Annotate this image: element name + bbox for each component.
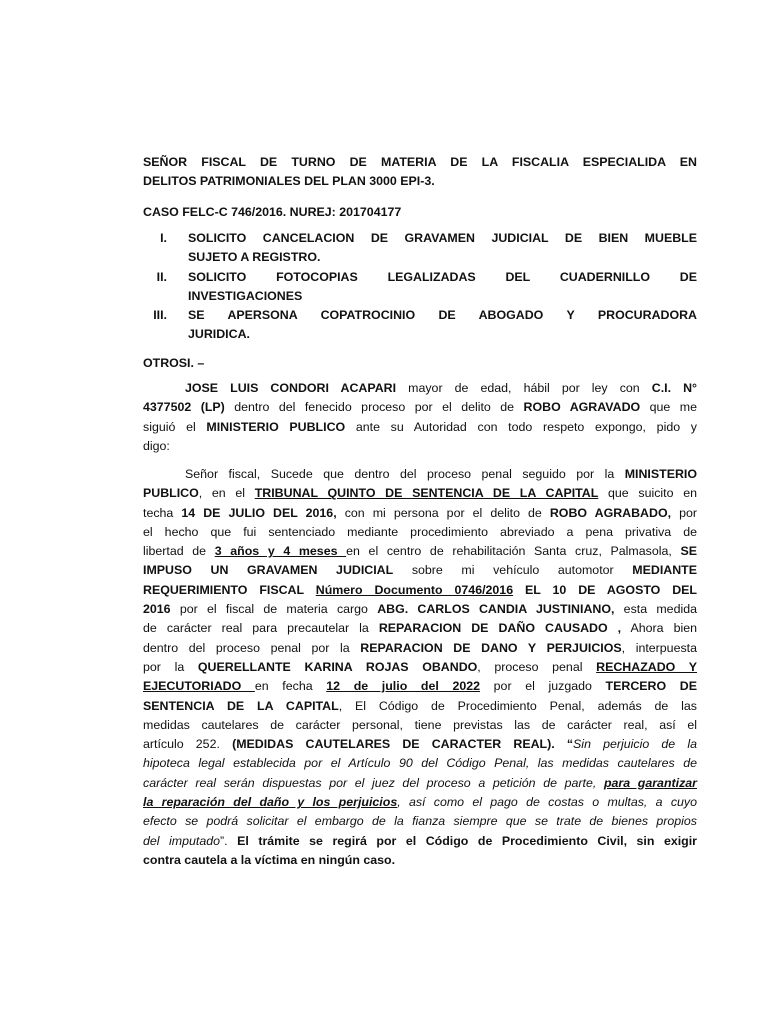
case-reference: CASO FELC-C 746/2016. NUREJ: 201704177 (143, 205, 402, 219)
list-item: I. SOLICITO CANCELACION DE GRAVAMEN JUDICIAL DE BIEN MUEBLE SUJETO A REGISTRO. (143, 229, 697, 268)
paragraph-introduction: JOSE LUIS CONDORI ACAPARI mayor de edad, hábil por ley con C.I. N° 4377502 (LP) dentro del fenecido proceso por el delito de ROBO AGRAVADO que me siguió el MINISTERIO PUBLICO ante su Autoridad con todo respeto expongo, pido y digo: (143, 381, 697, 453)
list-item: III. SE APERSONA COPATROCINIO DE ABOGADO Y PROCURADORA JURIDICA. (143, 306, 697, 345)
request-list (143, 229, 697, 345)
paragraph-facts: Señor fiscal, Sucede que dentro del proceso penal seguido por la MINISTERIO PUBLICO, en el TRIBUNAL QUINTO DE SENTENCIA DE LA CAPITAL que suicito en techa 14 DE JULIO DEL 2016, con mi persona por el delito de ROBO AGRABADO, por el hecho que fui sentenciado mediante procedimiento abreviado a pena privativa de libertad de 3 años y 4 meses en el centro de rehabilitación Santa cruz, Palmasola, SE IMPUSO UN GRAVAMEN JUDICIAL sobre mi vehículo automotor MEDIANTE REQUERIMIENTO FISCAL Número Documento 0746/2016 EL 10 DE AGOSTO DEL 2016 por el fiscal de materia cargo ABG. CARLOS CANDIA JUSTINIANO, esta medida de carácter real para precautelar la REPARACION DE DAÑO CAUSADO , Ahora bien dentro del proceso penal por la REPARACION DE DANO Y PERJUICIOS, interpuesta por la QUERELLANTE KARINA ROJAS OBANDO, proceso penal RECHAZADO Y EJECUTORIADO en fecha 12 de julio del 2022 por el juzgado TERCERO DE SENTENCIA DE LA CAPITAL, El Código de Procedimiento Penal, además de las medidas cautelares de carácter personal, tiene previstas las de carácter real, así el artículo 252. (MEDIDAS CAUTELARES DE CARACTER REAL). “Sin perjuicio de la hipoteca legal establecida por el Artículo 90 del Código Penal, las medidas cautelares de carácter real serán dispuestas por el juez del proceso a petición de parte, para garantizar la reparación del daño y los perjuicios, así como el pago de costas o multas, a cuyo efecto se podrá solicitar el embargo de la fianza siempre que se trate de bienes propios del imputado”. El trámite se regirá por el Código de Procedimiento Civil, sin exigir contra cautela a la víctima en ningún caso. (143, 467, 698, 867)
addressee-header (143, 153, 697, 192)
item-number: II. (156, 269, 167, 284)
header-line-2: DELITOS PATRIMONIALES DEL PLAN 3000 EPI-3. (143, 174, 435, 189)
list-item: II. SOLICITO FOTOCOPIAS LEGALIZADAS DEL CUADERNILLO DE INVESTIGACIONES (143, 268, 697, 307)
otrosi-heading: OTROSI. – (143, 356, 205, 370)
header-line-1: SEÑOR FISCAL DE TURNO DE MATERIA DE LA FISCALIA ESPECIALIDA EN (143, 155, 697, 169)
item-number: III. (153, 308, 167, 323)
item-number: I. (160, 231, 167, 245)
